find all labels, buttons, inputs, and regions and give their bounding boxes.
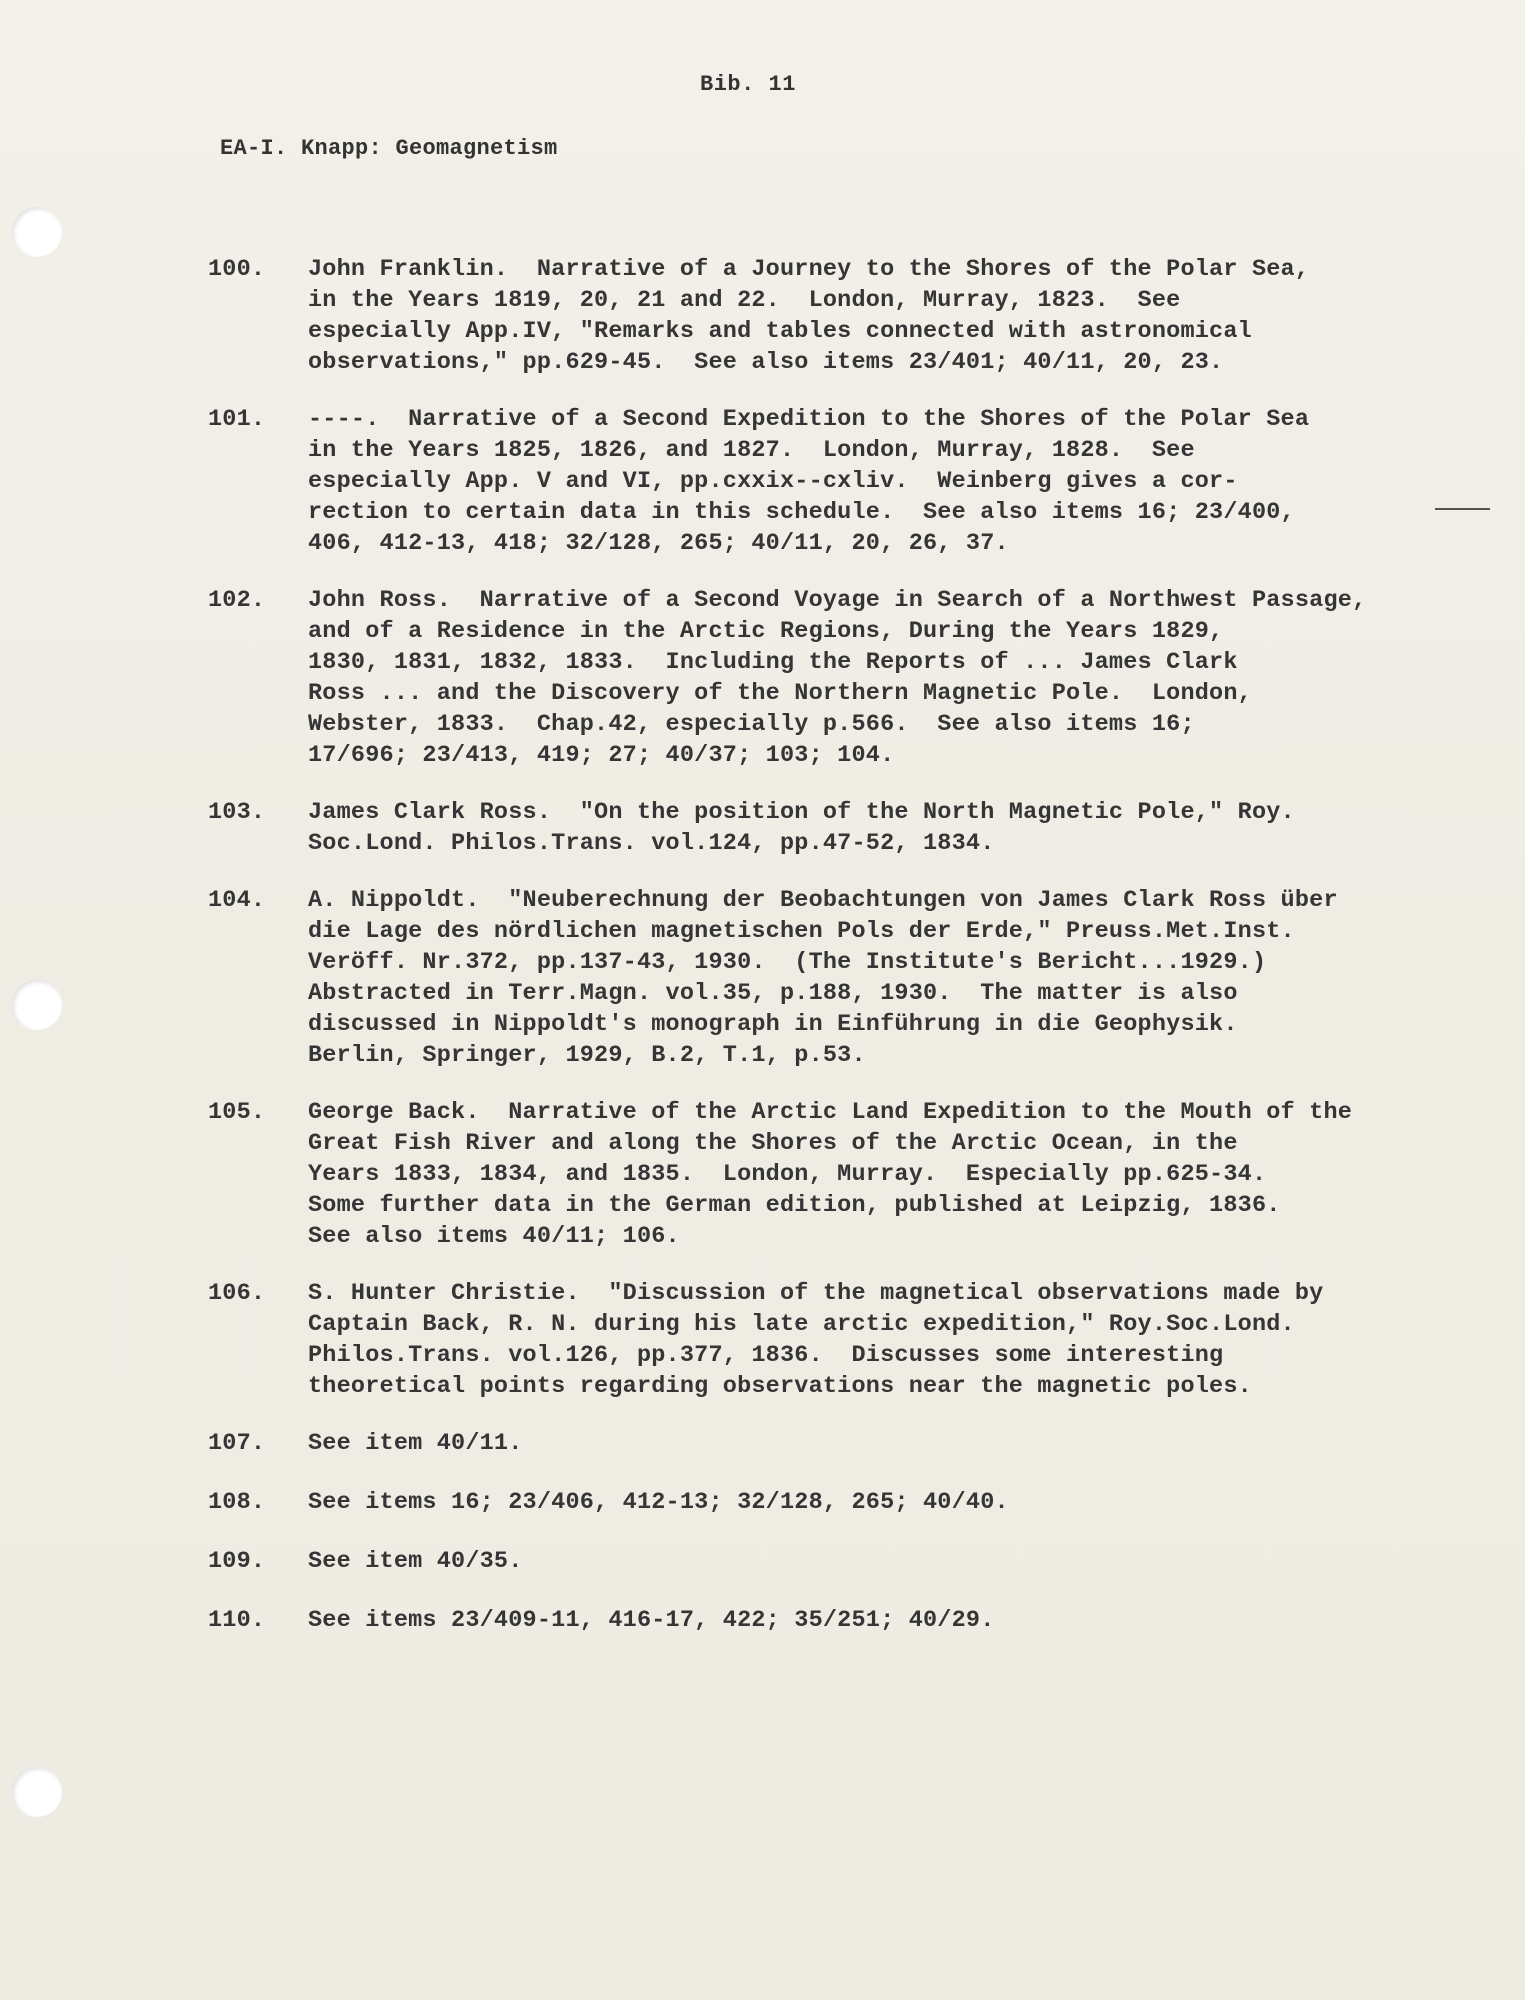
entry-number: 107. bbox=[208, 1430, 266, 1457]
entry-text: A. Nippoldt. "Neuberechnung der Beobachtungen von James Clark Ross über die Lage des nördlichen magnetischen Pols der Erde," Preuss.Met.Inst. Veröff. Nr.372, pp.137-43, 1930. (The Institute's Bericht...1929.) Abstracted in Terr.Magn. vol.35, p.188, 1930. The matter is also discussed in Nippoldt's monograph in Einführung in die Geophysik. Berlin, Springer, 1929, B.2, T.1, p.53. bbox=[308, 887, 1338, 1069]
entry-number: 104. bbox=[208, 887, 266, 914]
bibliography-entry bbox=[208, 404, 1458, 559]
entry-text: George Back. Narrative of the Arctic Land Expedition to the Mouth of the Great Fish River and along the Shores of the Arctic Ocean, in the Years 1833, 1834, and 1835. London, Murray. Especially pp.625-34. Some further data in the German edition, published at Leipzig, 1836. See also items 40/11; 106. bbox=[308, 1099, 1353, 1250]
punch-hole bbox=[12, 1767, 62, 1817]
bibliography-entry bbox=[208, 1605, 1458, 1636]
punch-hole bbox=[12, 207, 62, 257]
bibliography-entry bbox=[208, 1428, 1458, 1459]
entry-number: 109. bbox=[208, 1548, 266, 1575]
bibliography-entry bbox=[208, 1546, 1458, 1577]
entry-text: ----. Narrative of a Second Expedition to the Shores of the Polar Sea in the Years 1825, 1826, and 1827. London, Murray, 1828. See especially App. V and VI, pp.cxxix--cxliv. Weinberg gives a cor- rection to certain data in this schedule. See also items 16; 23/400, 406, 412-13, 418; 32/128, 265; 40/11, 20, 26, 37. bbox=[308, 406, 1310, 557]
entry-text: See items 16; 23/406, 412-13; 32/128, 265; 40/40. bbox=[308, 1489, 1009, 1516]
bibliography-entry bbox=[208, 1487, 1458, 1518]
entry-number: 103. bbox=[208, 799, 266, 826]
entry-number: 100. bbox=[208, 256, 266, 283]
entry-text: See items 23/409-11, 416-17, 422; 35/251; 40/29. bbox=[308, 1607, 995, 1634]
entry-text: John Franklin. Narrative of a Journey to the Shores of the Polar Sea, in the Years 1819, 20, 21 and 22. London, Murray, 1823. See especially App.IV, "Remarks and tables connected with astronomical observations," pp.629-45. See also items 23/401; 40/11, 20, 23. bbox=[308, 256, 1310, 376]
bibliography-entry bbox=[208, 585, 1458, 771]
punch-hole bbox=[12, 980, 62, 1030]
bibliography-entry bbox=[208, 797, 1458, 859]
bibliography-entry bbox=[208, 1278, 1458, 1402]
entry-text: James Clark Ross. "On the position of the North Magnetic Pole," Roy. Soc.Lond. Philos.Trans. vol.124, pp.47-52, 1834. bbox=[308, 799, 1295, 857]
section-heading: EA-I. Knapp: Geomagnetism bbox=[220, 136, 558, 161]
entry-text: See item 40/35. bbox=[308, 1548, 523, 1575]
page-reference: Bib. 11 bbox=[700, 72, 796, 97]
bibliography-entry bbox=[208, 885, 1458, 1071]
bibliography-list bbox=[208, 254, 1458, 1664]
entry-text: John Ross. Narrative of a Second Voyage in Search of a Northwest Passage, and of a Residence in the Arctic Regions, During the Years 1829, 1830, 1831, 1832, 1833. Including the Reports of ... James Clark Ross ... and the Discovery of the Northern Magnetic Pole. London, Webster, 1833. Chap.42, especially p.566. See also items 16; 17/696; 23/413, 419; 27; 40/37; 103; 104. bbox=[308, 587, 1367, 769]
entry-number: 105. bbox=[208, 1099, 266, 1126]
entry-number: 106. bbox=[208, 1280, 266, 1307]
entry-number: 102. bbox=[208, 587, 266, 614]
entry-number: 108. bbox=[208, 1489, 266, 1516]
entry-text: S. Hunter Christie. "Discussion of the magnetical observations made by Captain Back, R. N. during his late arctic expedition," Roy.Soc.Lond. Philos.Trans. vol.126, pp.377, 1836. Discusses some interesting theoretical points regarding observations near the magnetic poles. bbox=[308, 1280, 1324, 1400]
bibliography-entry bbox=[208, 254, 1458, 378]
entry-number: 101. bbox=[208, 406, 266, 433]
entry-text: See item 40/11. bbox=[308, 1430, 523, 1457]
bibliography-entry bbox=[208, 1097, 1458, 1252]
entry-number: 110. bbox=[208, 1607, 266, 1634]
